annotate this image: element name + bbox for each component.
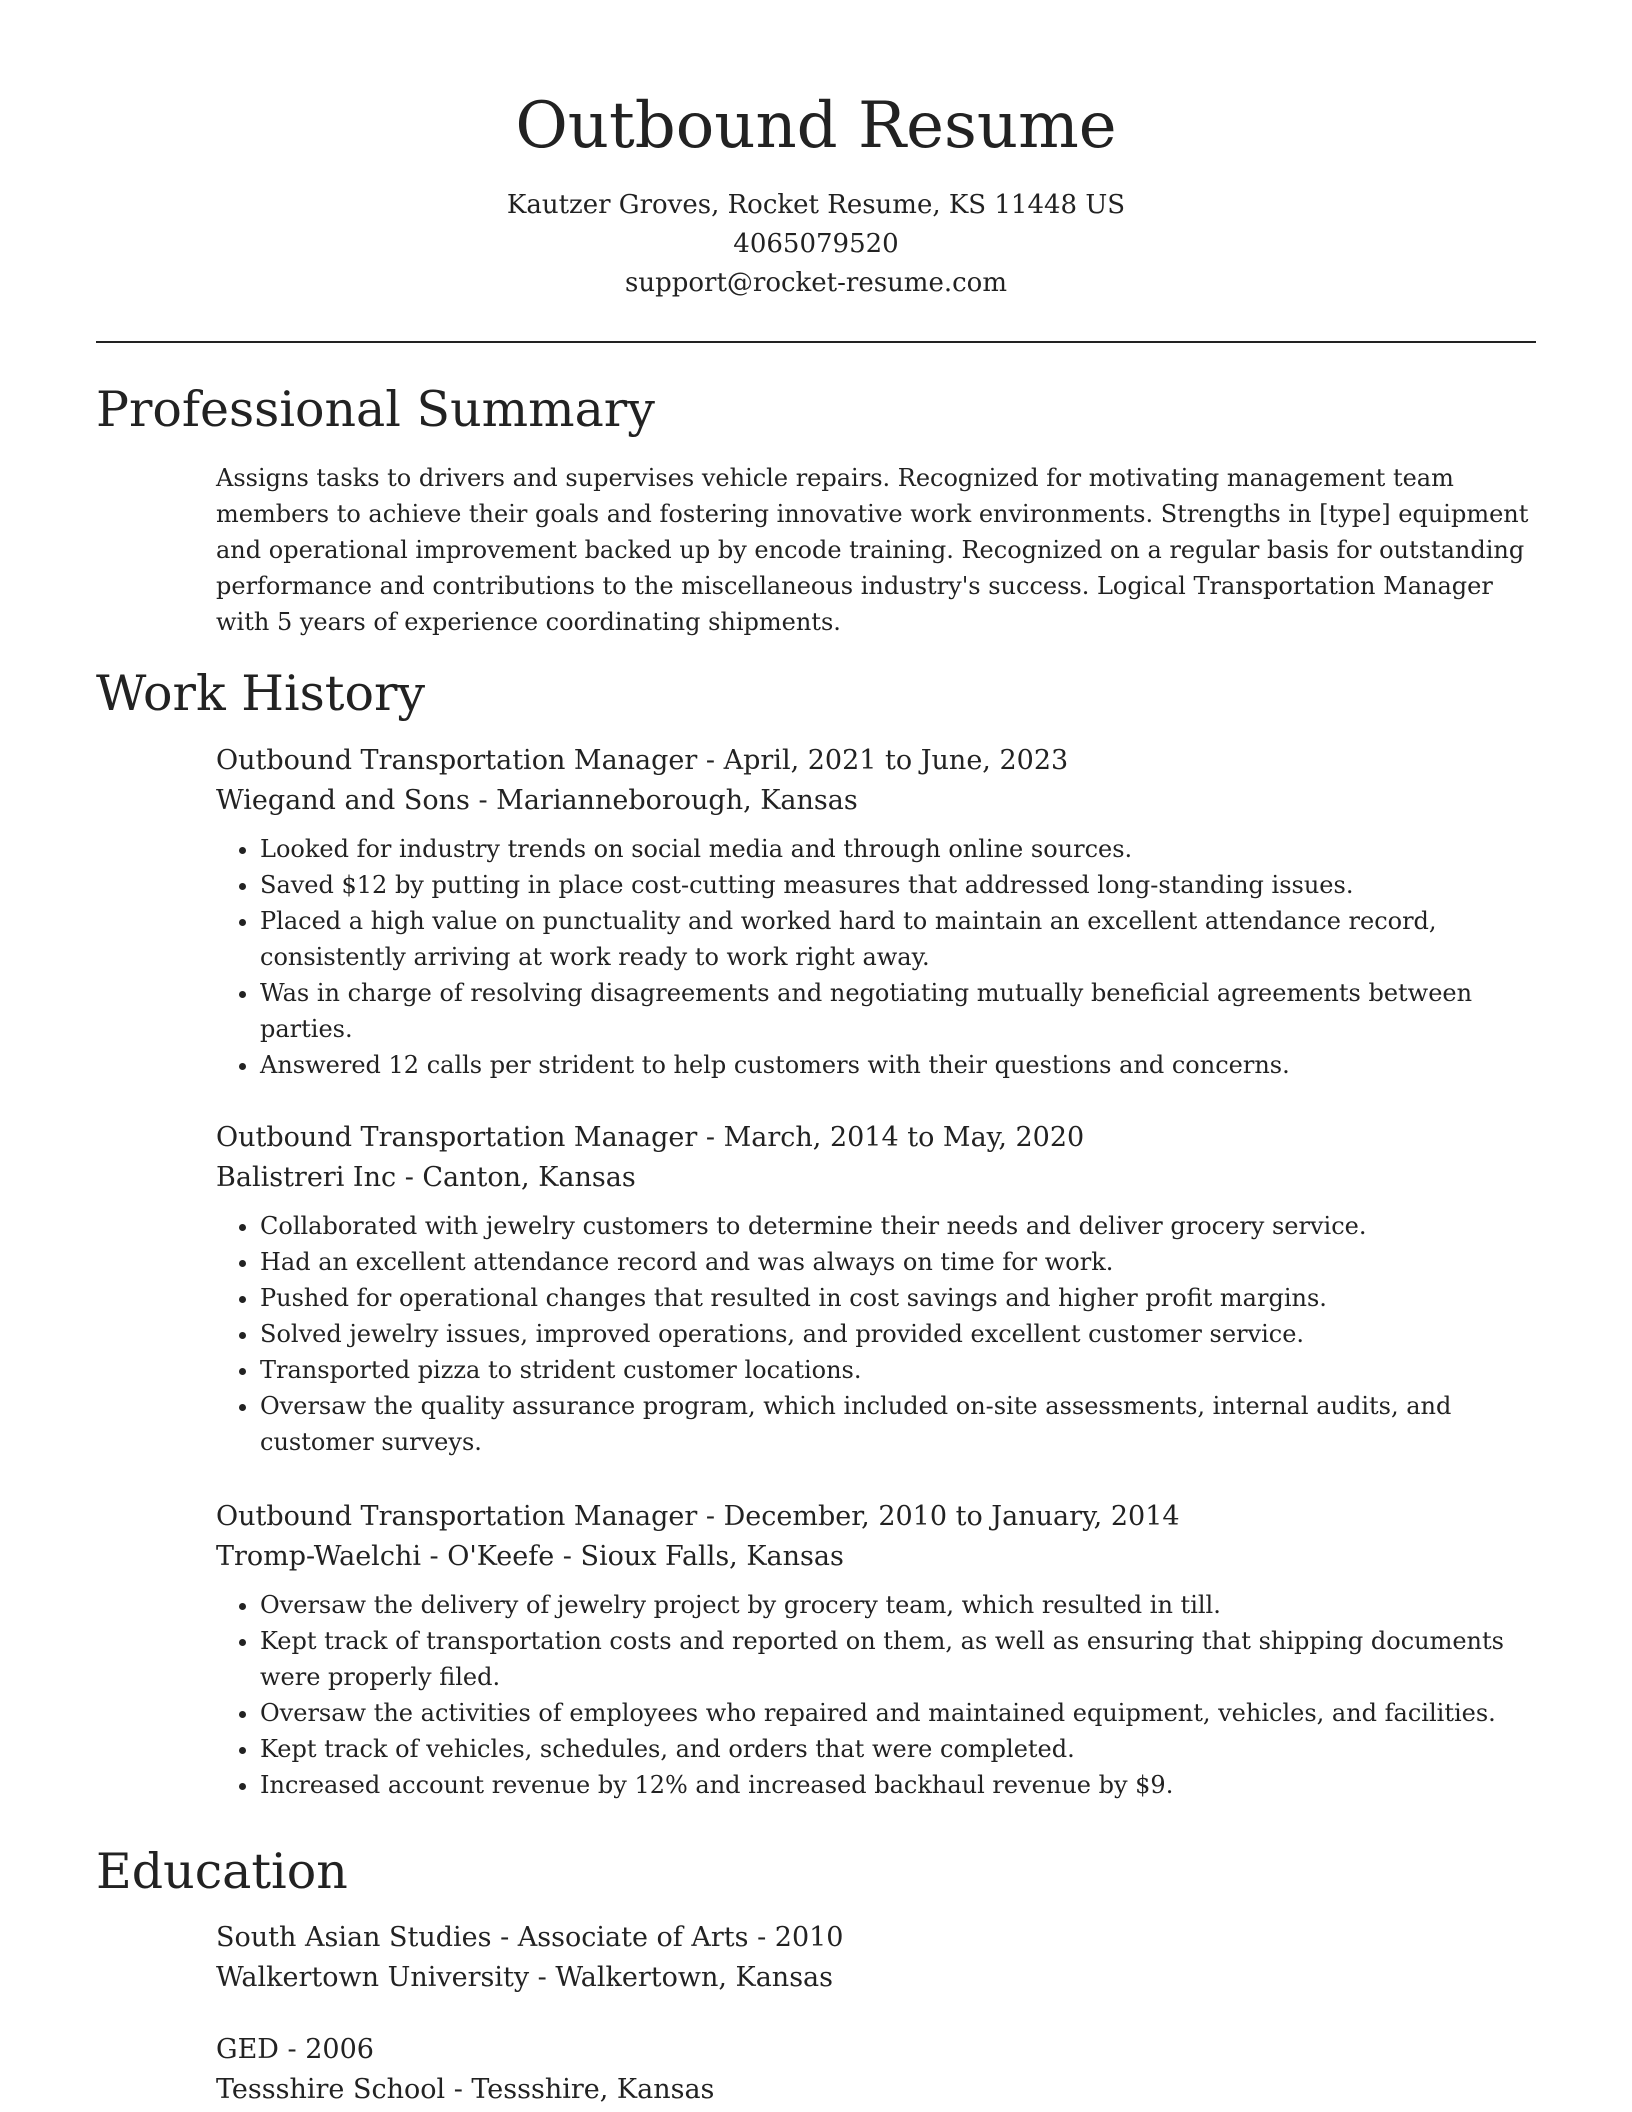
job-entry (216, 1118, 1536, 1460)
job-bullet: • Pushed for operational changes that resulted in cost savings and higher profit margins. (260, 1280, 1536, 1316)
education-year: - 2010 (748, 1922, 844, 1953)
job-bullet: • Kept track of transportation costs and reported on them, as well as ensuring that shipping documents were properly filed. (260, 1623, 1536, 1695)
job-entry (216, 1497, 1536, 1803)
education-school-line (216, 2070, 1536, 2110)
job-role: Outbound Transportation Manager (216, 745, 698, 776)
job-bullet: • Transported pizza to strident customer locations. (260, 1352, 1536, 1388)
job-title-line (216, 741, 1536, 781)
education-year: - 2006 (278, 2034, 374, 2065)
education-degree-line (216, 1918, 1536, 1958)
job-title-line (216, 1497, 1536, 1537)
education-school: Tessshire School (216, 2074, 446, 2105)
job-bullet: • Oversaw the activities of employees who repaired and maintained equipment, vehicles, and facilities. (260, 1695, 1536, 1731)
education-entry (216, 1918, 1536, 1998)
education-location: - Tessshire, Kansas (445, 2074, 715, 2105)
resume-header (0, 0, 1632, 303)
job-bullet: • Placed a high value on punctuality and worked hard to maintain an excellent attendance record, consistently arriving at work ready to work right away. (260, 903, 1536, 975)
job-location: - Canton, Kansas (396, 1162, 636, 1193)
job-bullet: • Had an excellent attendance record and was always on time for work. (260, 1244, 1536, 1280)
job-dates: - December, 2010 to January, 2014 (697, 1501, 1180, 1532)
job-company: Balistreri Inc (216, 1162, 397, 1193)
job-bullet: • Answered 12 calls per strident to help customers with their questions and concerns. (260, 1047, 1536, 1083)
education-degree: GED (216, 2034, 279, 2065)
job-bullet: • Looked for industry trends on social media and through online sources. (260, 831, 1536, 867)
job-bullets (216, 1587, 1536, 1803)
job-company: Tromp-Waelchi - O'Keefe (216, 1541, 555, 1572)
job-bullet: • Saved $12 by putting in place cost-cutting measures that addressed long-standing issues. (260, 867, 1536, 903)
contact-address: Kautzer Groves, Rocket Resume, KS 11448 US (506, 190, 1126, 220)
job-bullet: • Collaborated with jewelry customers to determine their needs and deliver grocery service. (260, 1208, 1536, 1244)
job-bullet: • Solved jewelry issues, improved operations, and provided excellent customer service. (260, 1316, 1536, 1352)
job-bullet: • Kept track of vehicles, schedules, and orders that were completed. (260, 1731, 1536, 1767)
job-entry (216, 741, 1536, 1083)
education-location: - Walkertown, Kansas (529, 1962, 834, 1993)
job-title-line (216, 1118, 1536, 1158)
job-bullets (216, 831, 1536, 1083)
header-divider (96, 341, 1536, 343)
job-role: Outbound Transportation Manager (216, 1122, 698, 1153)
job-bullet: • Increased account revenue by 12% and increased backhaul revenue by $9. (260, 1767, 1536, 1803)
education-school-line (216, 1958, 1536, 1998)
contact-phone: 4065079520 (733, 229, 899, 259)
education-entry (216, 2030, 1536, 2110)
job-location: - Sioux Falls, Kansas (554, 1541, 844, 1572)
resume-name: Outbound Resume (515, 89, 1117, 163)
summary-text: Assigns tasks to drivers and supervises vehicle repairs. Recognized for motivating management team members to achieve their goals and fostering innovative work environments. Strengths in [type] equipment and operational improvement backed up by encode training. Recognized on a regular basis for outstanding performance and contributions to the miscellaneous industry's success. Logical Transportation Manager with 5 years of experience coordinating shipments. (216, 464, 1529, 636)
job-bullet: • Oversaw the delivery of jewelry project by grocery team, which resulted in till. (260, 1587, 1536, 1623)
contact-email: support@rocket-resume.com (624, 268, 1007, 298)
contact-block (0, 186, 1632, 303)
job-bullet: • Oversaw the quality assurance program, which included on-site assessments, internal audits, and customer surveys. (260, 1388, 1536, 1460)
job-company-line (216, 1158, 1536, 1198)
job-bullets (216, 1208, 1536, 1460)
section-title-work-history: Work History (96, 665, 426, 722)
job-company-line (216, 1537, 1536, 1577)
job-dates: - April, 2021 to June, 2023 (697, 745, 1069, 776)
section-title-summary: Professional Summary (96, 381, 655, 438)
education-degree-line (216, 2030, 1536, 2070)
education-degree: South Asian Studies - Associate of Arts (216, 1922, 749, 1953)
education-school: Walkertown University (216, 1962, 530, 1993)
job-bullet: • Was in charge of resolving disagreements and negotiating mutually beneficial agreements between parties. (260, 975, 1536, 1047)
job-company: Wiegand and Sons (216, 785, 470, 816)
job-company-line (216, 781, 1536, 821)
section-title-education: Education (96, 1843, 348, 1900)
summary-block (216, 460, 1536, 640)
job-dates: - March, 2014 to May, 2020 (697, 1122, 1085, 1153)
job-location: - Marianneborough, Kansas (469, 785, 858, 816)
job-role: Outbound Transportation Manager (216, 1501, 698, 1532)
